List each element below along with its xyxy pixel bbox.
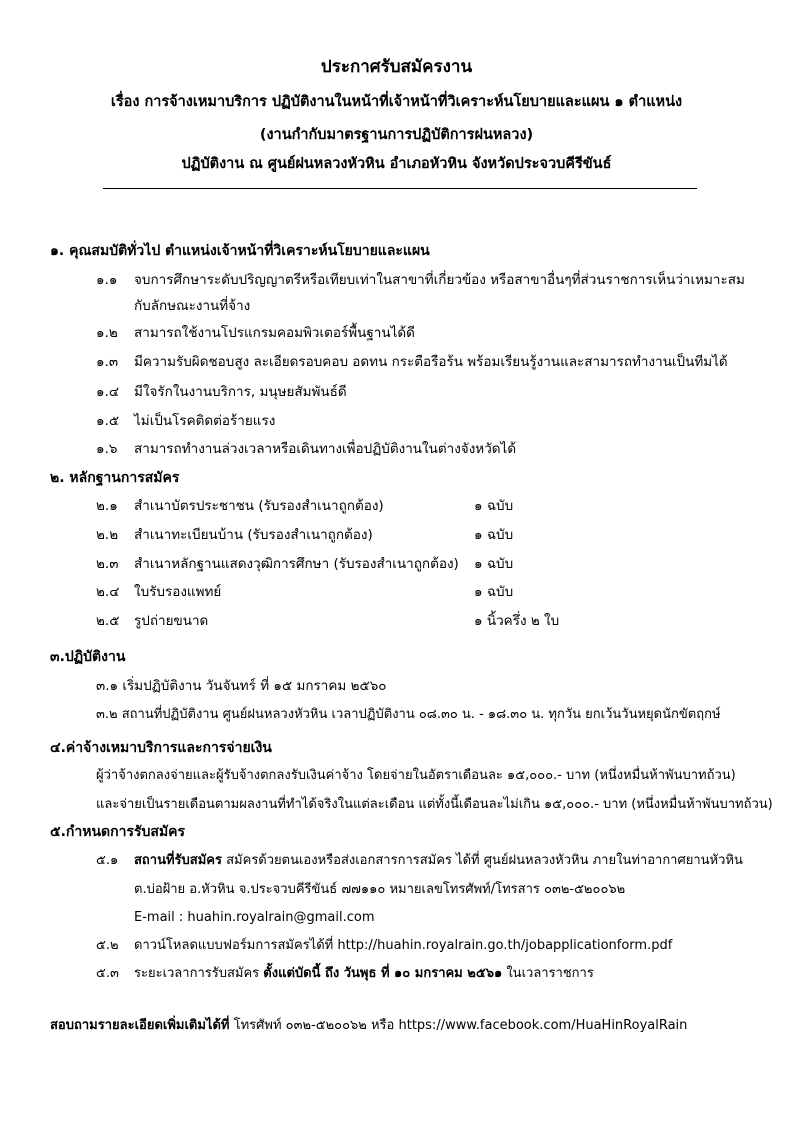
- item-text: สามารถทำงานล่วงเวลาหรือเดินทางเพื่อปฏิบัติงานในต่างจังหวัดได้: [134, 441, 517, 457]
- application-location-label: สถานที่รับสมัคร: [134, 853, 222, 868]
- document-title: ประกาศรับสมัครงาน: [320, 57, 473, 77]
- item-number: ๒.๕: [96, 613, 120, 629]
- item-number: ๑.๖: [96, 441, 118, 457]
- section-5-heading: ๕.กำหนดการรับสมัคร: [50, 824, 186, 840]
- contact-footer-text[interactable]: โทรศัพท์ ๐๓๒-๕๒๐๐๖๒ หรือ https://www.facebook.com/HuaHinRoyalRain: [229, 1018, 688, 1033]
- item-number: ๑.๔: [96, 384, 120, 400]
- application-location-text: สมัครด้วยตนเองหรือส่งเอกสารการสมัคร ได้ที่ ศูนย์ฝนหลวงหัวหิน ภายในท่าอากาศยานหัวหิน: [221, 853, 743, 868]
- item-number: ๑.๒: [96, 325, 118, 341]
- item-number: ๑.๓: [96, 354, 119, 370]
- item-text: ไม่เป็นโรคติดต่อร้ายแรง: [134, 413, 276, 429]
- work-location-line: ปฏิบัติงาน ณ ศูนย์ฝนหลวงหัวหิน อำเภอหัวหิน จังหวัดประจวบคีรีขันธ์: [181, 156, 612, 172]
- document-requirement-row: [96, 554, 459, 574]
- item-text: สามารถใช้งานโปรแกรมคอมพิวเตอร์พื้นฐานได้ดี: [134, 325, 415, 341]
- document-requirement-row: [96, 611, 208, 631]
- application-period-prefix: ระยะเวลาการรับสมัคร: [134, 966, 264, 981]
- item-text: มีความรับผิดชอบสูง ละเอียดรอบคอบ อดทน กระตือรือร้น พร้อมเรียนรู้งานและสามารถทำงานเป็นทีมได้: [134, 354, 728, 370]
- section-1-item-continuation: กับลักษณะงานที่จ้าง: [134, 298, 251, 314]
- item-number: ๕.๓: [96, 966, 119, 981]
- item-number: ๒.๑: [96, 498, 118, 514]
- application-address: ต.บ่อฝ้าย อ.หัวหิน จ.ประจวบคีรีขันธ์ ๗๗๑๑๐ หมายเลขโทรศัพท์/โทรสาร ๐๓๒-๕๒๐๐๖๒: [134, 882, 626, 897]
- document-quantity: ๑ นิ้วครึ่ง ๒ ใบ: [474, 613, 560, 629]
- subject-line: เรื่อง การจ้างเหมาบริการ ปฏิบัติงานในหน้าที่เจ้าหน้าที่วิเคราะห์นโยบายและแผน ๑ ตำแหน่ง: [110, 94, 683, 110]
- download-form-item: [96, 936, 672, 956]
- item-text: รูปถ่ายขนาด: [134, 613, 209, 629]
- section-1-item: [96, 270, 745, 290]
- item-number: ๒.๔: [96, 584, 120, 600]
- document-requirement-row: [96, 496, 384, 516]
- section-3-heading: ๓.ปฏิบัติงาน: [50, 649, 126, 665]
- section-1-item: [96, 411, 275, 431]
- subject-subtitle: (งานกำกับมาตรฐานการปฏิบัติการฝนหลวง): [259, 127, 534, 143]
- document-quantity: ๑ ฉบับ: [474, 498, 514, 514]
- section-3-item: ๓.๑ เริ่มปฏิบัติงาน วันจันทร์ ที่ ๑๕ มกราคม ๒๕๖๐: [96, 678, 387, 694]
- item-text: มีใจรักในงานบริการ, มนุษยสัมพันธ์ดี: [134, 384, 347, 400]
- document-quantity: ๑ ฉบับ: [474, 584, 514, 600]
- contact-email[interactable]: E-mail : huahin.royalrain@gmail.com: [134, 910, 375, 925]
- section-3-item: ๓.๒ สถานที่ปฏิบัติงาน ศูนย์ฝนหลวงหัวหิน เวลาปฏิบัติงาน ๐๘.๓๐ น. - ๑๘.๓๐ น. ทุกวัน ยกเว้นวันหยุดนักขัตฤกษ์: [96, 707, 721, 722]
- section-4-heading: ๔.ค่าจ้างเหมาบริการและการจ่ายเงิน: [50, 740, 272, 756]
- application-period-suffix: ในเวลาราชการ: [502, 966, 594, 981]
- item-text: ใบรับรองแพทย์: [134, 584, 222, 600]
- section-1-item: [96, 352, 728, 372]
- contact-footer: [50, 1016, 687, 1036]
- section-2-heading: ๒. หลักฐานการสมัคร: [50, 470, 180, 486]
- document-requirement-row: [96, 525, 373, 545]
- contact-footer-label: สอบถามรายละเอียดเพิ่มเติมได้ที่: [50, 1018, 230, 1033]
- download-form-text[interactable]: ดาวน์โหลดแบบฟอร์มการสมัครได้ที่ http://huahin.royalrain.go.th/jobapplicationform.pdf: [134, 938, 673, 953]
- document-quantity: ๑ ฉบับ: [474, 527, 514, 543]
- item-text: สำเนาหลักฐานแสดงวุฒิการศึกษา (รับรองสำเนาถูกต้อง): [134, 556, 459, 572]
- item-number: ๒.๒: [96, 527, 119, 543]
- document-quantity: ๑ ฉบับ: [474, 556, 514, 572]
- document-requirement-row: [96, 582, 221, 602]
- item-number: ๒.๓: [96, 556, 119, 572]
- section-1-heading: ๑. คุณสมบัติทั่วไป ตำแหน่งเจ้าหน้าที่วิเคราะห์นโยบายและแผน: [50, 243, 430, 259]
- item-number: ๕.๒: [96, 938, 119, 953]
- item-number: ๑.๕: [96, 413, 120, 429]
- application-period-dates: ตั้งแต่บัดนี้ ถึง วันพุธ ที่ ๑๐ มกราคม ๒๕๖๑: [263, 966, 503, 981]
- item-text: สำเนาทะเบียนบ้าน (รับรองสำเนาถูกต้อง): [134, 527, 373, 543]
- application-location-item: [96, 851, 743, 871]
- payment-terms-line: และจ่ายเป็นรายเดือนตามผลงานที่ทำได้จริงในแต่ละเดือน แต่ทั้งนี้เดือนละไม่เกิน ๑๕,๐๐๐.- บาท (หนึ่งหมื่นห้าพันบาทถ้วน): [96, 797, 773, 812]
- item-text: สำเนาบัตรประชาชน (รับรองสำเนาถูกต้อง): [134, 498, 384, 514]
- item-number: ๑.๑: [96, 272, 118, 288]
- application-period-item: [96, 964, 594, 984]
- item-number: ๕.๑: [96, 853, 119, 868]
- section-1-item: [96, 323, 415, 343]
- item-text: จบการศึกษาระดับปริญญาตรีหรือเทียบเท่าในสาขาที่เกี่ยวข้อง หรือสาขาอื่นๆที่ส่วนราชการเห็นว่าเหมาะสม: [134, 272, 745, 288]
- section-1-item: [96, 382, 347, 402]
- section-1-item: [96, 439, 516, 459]
- payment-terms-line: ผู้ว่าจ้างตกลงจ่ายและผู้รับจ้างตกลงรับเงินค่าจ้าง โดยจ่ายในอัตราเดือนละ ๑๕,๐๐๐.- บาท (หนึ่งหมื่นห้าพันบาทถ้วน): [96, 768, 736, 783]
- header-divider: [103, 188, 697, 189]
